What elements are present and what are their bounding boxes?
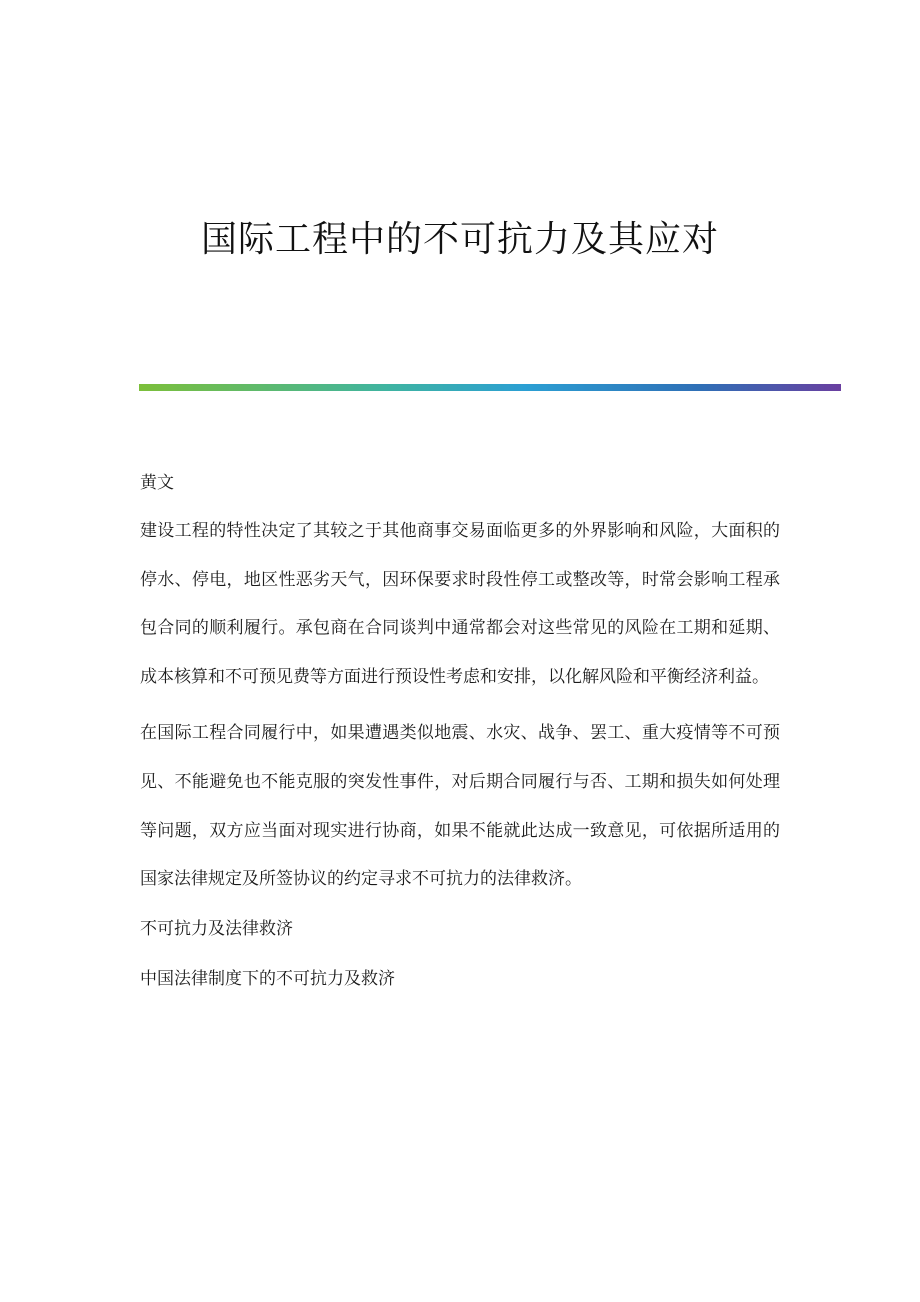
author-name: 黄文: [140, 473, 174, 493]
section-heading: 不可抗力及法律救济: [140, 918, 293, 939]
document-title: 国际工程中的不可抗力及其应对: [200, 219, 719, 260]
document-body: [140, 466, 780, 1012]
subsection-heading: 中国法律制度下的不可抗力及救济: [140, 968, 395, 989]
gradient-divider: [139, 384, 841, 391]
body-paragraph: 建设工程的特性决定了其较之于其他商事交易面临更多的外界影响和风险，大面积的停水、停电，地区性恶劣天气，因环保要求时段性停工或整改等，时常会影响工程承包合同的顺利履行。承包商在合同谈判中通常都会对这些常见的风险在工期和延期、成本核算和不可预见费等方面进行预设性考虑和安排，以化解风险和平衡经济利益。: [140, 521, 780, 687]
body-paragraph: 在国际工程合同履行中，如果遭遇类似地震、水灾、战争、罢工、重大疫情等不可预见、不能避免也不能克服的突发性事件，对后期合同履行与否、工期和损失如何处理等问题，双方应当面对现实进行协商，如果不能就此达成一致意见，可依据所适用的国家法律规定及所签协议的约定寻求不可抗力的法律救济。: [140, 723, 780, 890]
